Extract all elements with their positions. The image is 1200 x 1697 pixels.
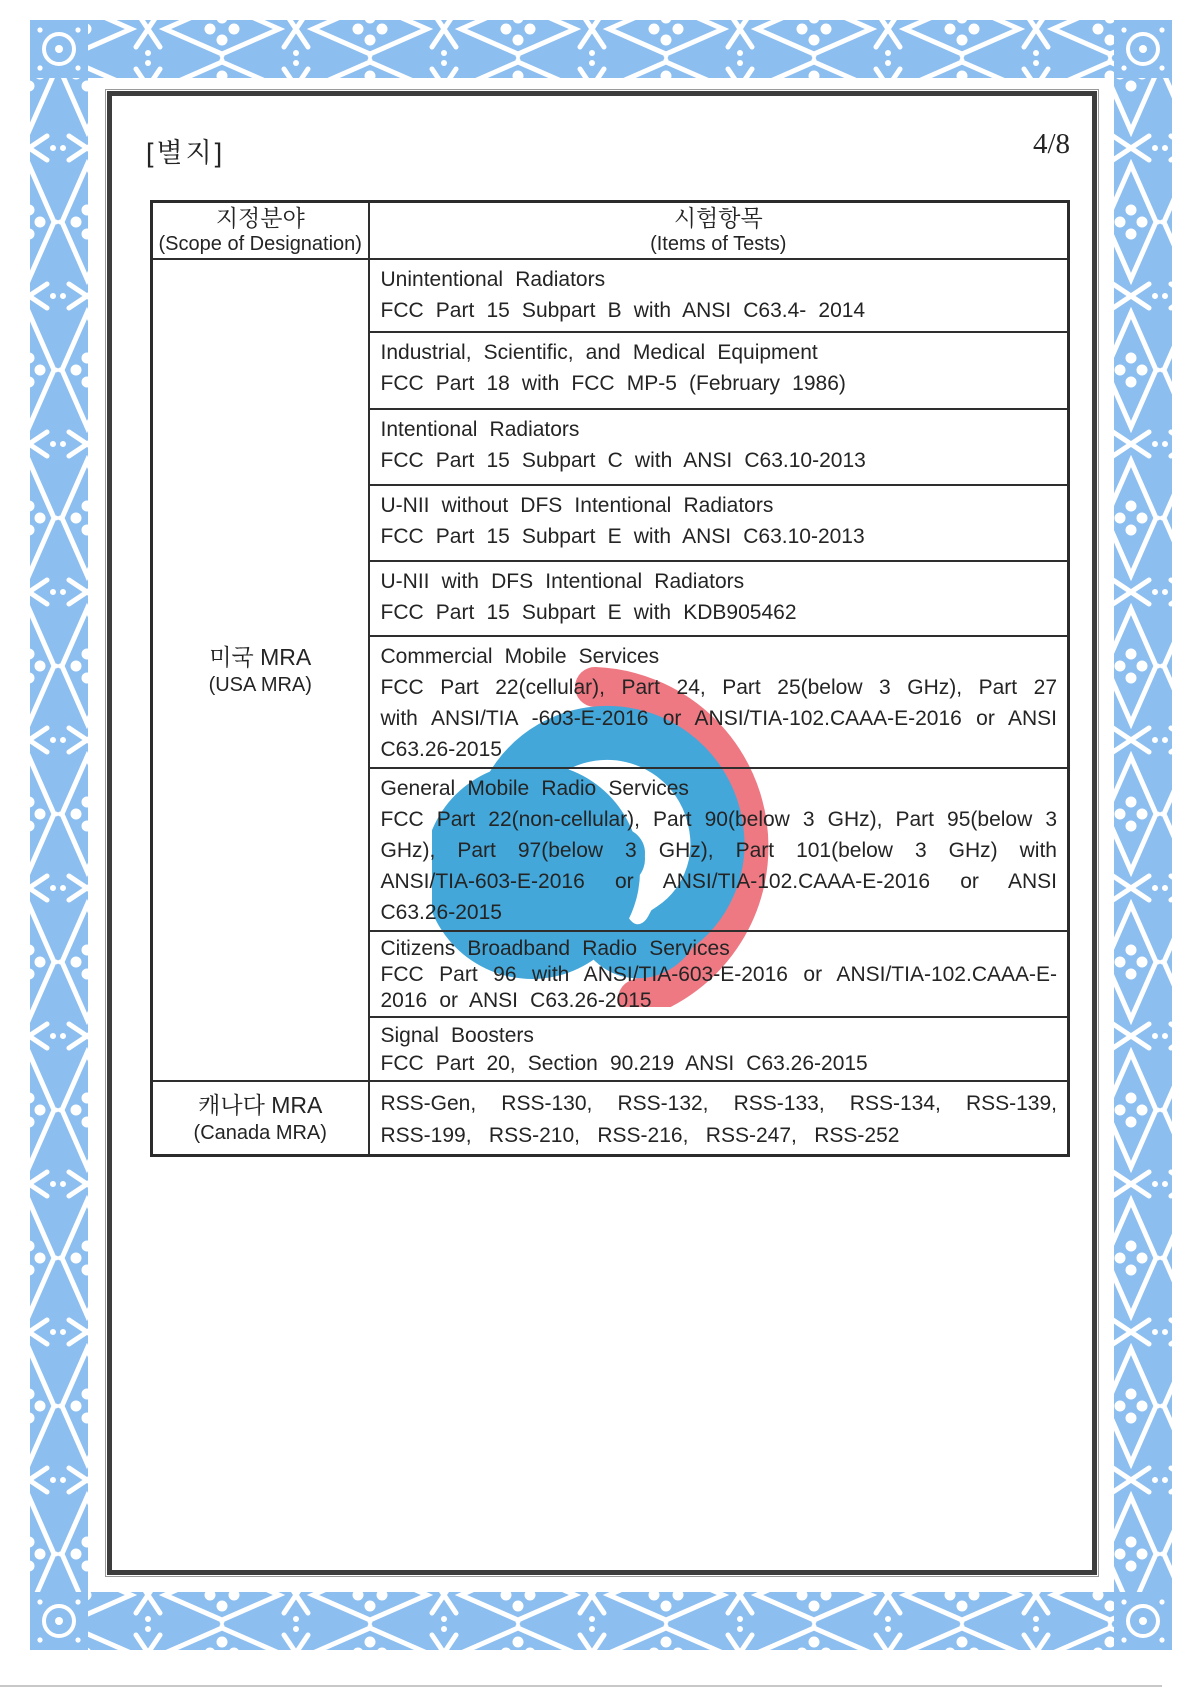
item-title: Signal Boosters [380,1024,534,1047]
header-scope-ko: 지정분야 [215,205,305,231]
scope-canada-mra [152,1081,369,1156]
attachment-label: [별지] [146,138,226,168]
border-corner-top-right [1114,20,1172,78]
border-right-band [1114,78,1172,1592]
header-scope-en: (Scope of Designation) [158,233,362,255]
table-row [152,1081,1069,1156]
border-corner-top-left [30,20,88,78]
item-unii-without-dfs [369,485,1069,561]
item-title: Commercial Mobile Services [380,645,660,668]
header-items [369,202,1069,260]
item-detail: FCC Part 15 Subpart C with ANSI C63.10-2013 [380,449,866,472]
scope-usa-ko: 미국 MRA [209,643,312,670]
item-title: General Mobile Radio Services [380,777,689,800]
item-detail: FCC Part 18 with FCC MP-5 (February 1986) [380,372,846,395]
border-corner-bottom-right [1114,1592,1172,1650]
item-title: Unintentional Radiators [380,268,606,291]
scope-usa-mra [152,259,369,1081]
item-title: Citizens Broadband Radio Services [380,937,730,960]
item-detail: FCC Part 96 with ANSI/TIA-603-E-2016 or ANSI/TIA-102.CAAA-E-2016 or ANSI C63.26-2015 [380,963,1057,1012]
border-left-band [30,78,88,1592]
scope-canada-en: (Canada MRA) [193,1121,327,1144]
item-title: U-NII without DFS Intentional Radiators [380,494,774,517]
border-corner-bottom-left [30,1592,88,1650]
scan-artifact-line [0,1685,1162,1687]
item-canada-rss-standards [369,1081,1069,1156]
item-title: U-NII with DFS Intentional Radiators [380,570,745,593]
header-items-en: (Items of Tests) [650,233,787,255]
page-number: 4/8 [1032,128,1070,160]
item-signal-boosters [369,1017,1069,1081]
item-commercial-mobile [369,636,1069,768]
item-title: Industrial, Scientific, and Medical Equipment [380,341,818,364]
scope-canada-ko: 캐나다 MRA [198,1091,323,1118]
designation-table [150,200,1067,1157]
item-detail: FCC Part 22(non-cellular), Part 90(below 3 GHz), Part 95(below 3 GHz), Part 97(below 3 GHz), Part 101(below 3 GHz) with ANSI/TIA-603-E-2016 or ANSI/TIA-102.CAAA-E-2016 or ANSI C63.26-2015 [380,808,1057,924]
header-items-ko: 시험항목 [673,205,763,231]
item-unintentional-radiators [369,259,1069,332]
scope-usa-en: (USA MRA) [208,673,312,696]
item-detail: RSS-Gen, RSS-130, RSS-132, RSS-133, RSS-134, RSS-139, RSS-199, RSS-210, RSS-216, RSS-247, RSS-252 [380,1092,1057,1147]
border-top-band [88,20,1114,78]
item-citizens-broadband [369,931,1069,1017]
item-detail: FCC Part 15 Subpart E with ANSI C63.10-2013 [380,525,865,548]
item-detail: FCC Part 15 Subpart B with ANSI C63.4- 2014 [380,299,866,322]
item-unii-with-dfs [369,561,1069,636]
table-row [152,259,1069,332]
border-bottom-band [88,1592,1114,1650]
table-header-row [152,202,1069,260]
item-detail: FCC Part 20, Section 90.219 ANSI C63.26-2015 [380,1052,868,1075]
item-detail: FCC Part 22(cellular), Part 24, Part 25(below 3 GHz), Part 27 with ANSI/TIA -603-E-2016 or ANSI/TIA-102.CAAA-E-2016 or ANSI C63.26-2015 [380,676,1057,761]
header-scope [152,202,369,260]
item-detail: FCC Part 15 Subpart E with KDB905462 [380,601,797,624]
item-title: Intentional Radiators [380,418,580,441]
item-general-mobile-radio [369,768,1069,931]
item-intentional-radiators [369,409,1069,485]
item-ism-equipment [369,332,1069,409]
